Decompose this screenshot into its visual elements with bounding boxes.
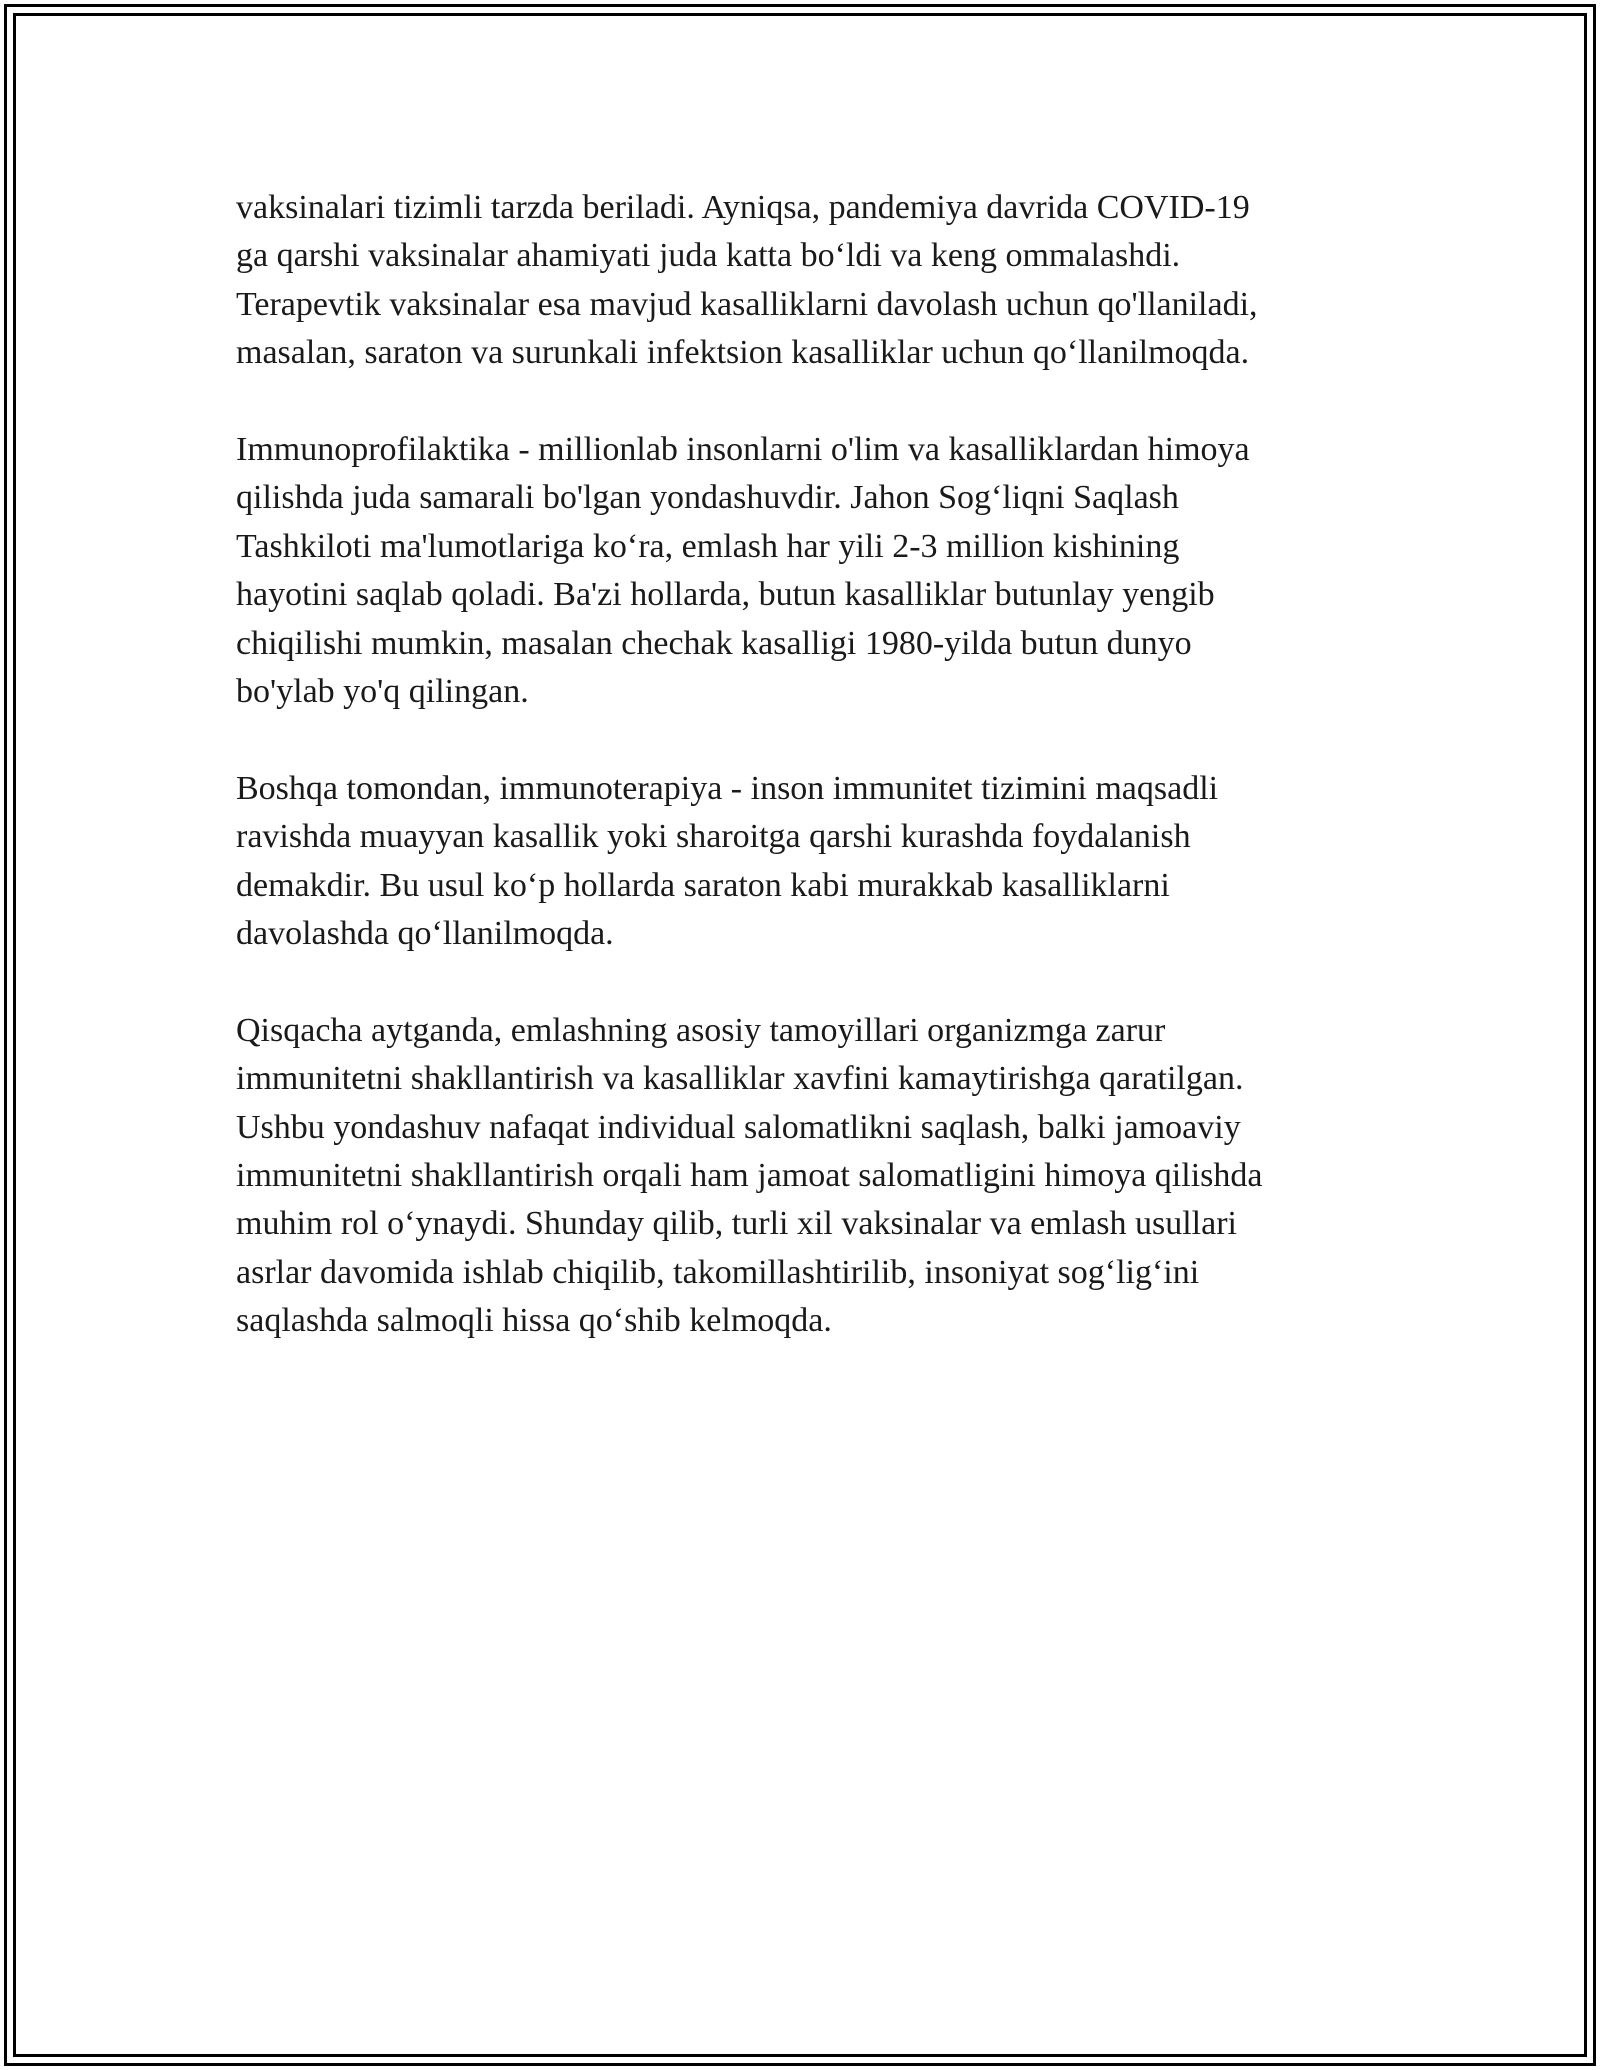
text-line: qilishda juda samarali bo'lgan yondashuvdir. Jahon Sog‘liqni Saqlash bbox=[236, 479, 1179, 517]
text-line: Tashkiloti ma'lumotlariga ko‘ra, emlash har yili 2-3 million kishining bbox=[236, 527, 1180, 565]
text-line: asrlar davomida ishlab chiqilib, takomillashtirilib, insoniyat sog‘lig‘ini bbox=[236, 1253, 1200, 1291]
text-line: demakdir. Bu usul ko‘p hollarda saraton kabi murakkab kasalliklarni bbox=[236, 866, 1170, 904]
text-line: masalan, saraton va surunkali infektsion kasalliklar uchun qo‘llanilmoqda. bbox=[236, 334, 1250, 372]
text-line: immunitetni shakllantirish va kasalliklar xavfini kamaytirishga qaratilgan. bbox=[236, 1060, 1244, 1098]
paragraph-vaccines-covid bbox=[236, 184, 1376, 378]
text-line: ga qarshi vaksinalar ahamiyati juda katta bo‘ldi va keng ommalashdi. bbox=[236, 237, 1181, 275]
document-body bbox=[236, 184, 1376, 1394]
text-line: hayotini saqlab qoladi. Ba'zi hollarda, butun kasalliklar butunlay yengib bbox=[236, 576, 1215, 614]
text-line: Immunoprofilaktika - millionlab insonlarni o'lim va kasalliklardan himoya bbox=[236, 431, 1250, 469]
text-line: bo'ylab yo'q qilingan. bbox=[236, 673, 529, 711]
text-line: ravishda muayyan kasallik yoki sharoitga qarshi kurashda foydalanish bbox=[236, 818, 1191, 856]
text-line: Qisqacha aytganda, emlashning asosiy tamoyillari organizmga zarur bbox=[236, 1011, 1166, 1049]
paragraph-immunoprophylaxis bbox=[236, 426, 1376, 716]
text-line: Ushbu yondashuv nafaqat individual salomatlikni saqlash, balki jamoaviy bbox=[236, 1108, 1241, 1146]
text-line: saqlashda salmoqli hissa qo‘shib kelmoqda. bbox=[236, 1302, 832, 1340]
text-line: vaksinalari tizimli tarzda beriladi. Ayniqsa, pandemiya davrida COVID-19 bbox=[236, 189, 1250, 226]
text-line: Boshqa tomondan, immunoterapiya - inson immunitet tizimini maqsadli bbox=[236, 769, 1219, 807]
text-line: muhim rol o‘ynaydi. Shunday qilib, turli xil vaksinalar va emlash usullari bbox=[236, 1205, 1237, 1243]
paragraph-summary bbox=[236, 1007, 1376, 1346]
text-line: Terapevtik vaksinalar esa mavjud kasalliklarni davolash uchun qo'llaniladi, bbox=[236, 285, 1258, 323]
paragraph-immunotherapy bbox=[236, 765, 1376, 959]
text-line: chiqilishi mumkin, masalan chechak kasalligi 1980-yilda butun dunyo bbox=[236, 624, 1192, 662]
text-line: immunitetni shakllantirish orqali ham jamoat salomatligini himoya qilishda bbox=[236, 1157, 1263, 1195]
text-line: davolashda qo‘llanilmoqda. bbox=[236, 915, 614, 953]
